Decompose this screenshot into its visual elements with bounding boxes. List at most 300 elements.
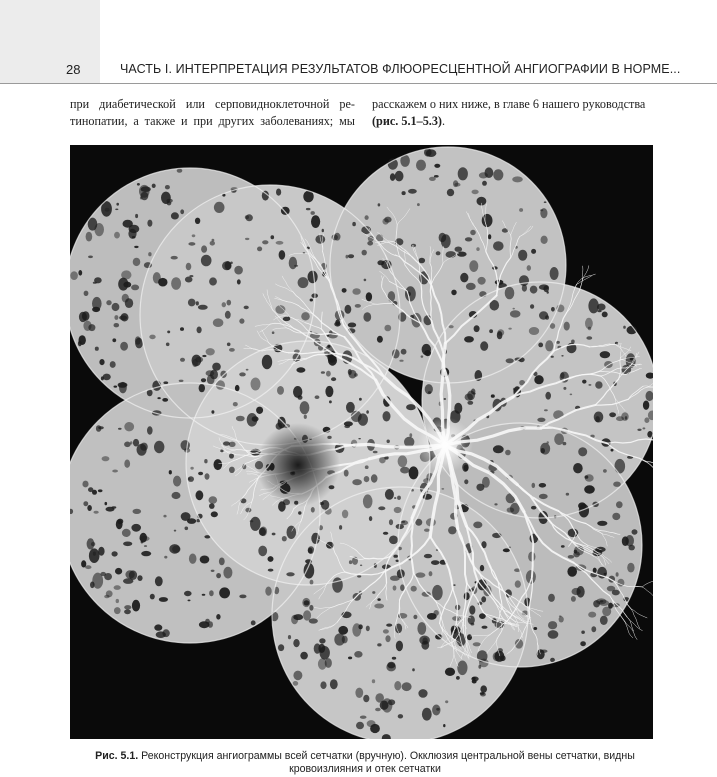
hemorrhage-spot xyxy=(88,256,93,259)
hemorrhage-spot xyxy=(276,189,281,196)
hemorrhage-spot xyxy=(171,212,179,219)
hemorrhage-spot xyxy=(358,438,361,439)
hemorrhage-spot xyxy=(152,381,161,391)
hemorrhage-spot xyxy=(319,638,325,643)
hemorrhage-spot xyxy=(493,241,504,250)
hemorrhage-spot xyxy=(533,627,537,630)
hemorrhage-spot xyxy=(212,363,221,371)
hemorrhage-spot xyxy=(568,529,579,538)
hemorrhage-spot xyxy=(87,538,95,549)
hemorrhage-spot xyxy=(429,571,433,576)
hemorrhage-spot xyxy=(477,197,487,206)
hemorrhage-spot xyxy=(424,529,430,532)
hemorrhage-spot xyxy=(229,348,235,352)
hemorrhage-spot xyxy=(593,568,597,573)
hemorrhage-spot xyxy=(124,609,131,614)
hemorrhage-spot xyxy=(190,467,193,470)
hemorrhage-spot xyxy=(99,359,104,365)
hemorrhage-spot xyxy=(245,238,249,240)
hemorrhage-spot xyxy=(493,652,500,661)
hemorrhage-spot xyxy=(505,450,511,456)
hemorrhage-spot xyxy=(186,263,192,271)
hemorrhage-spot xyxy=(427,613,437,620)
hemorrhage-spot xyxy=(585,474,594,482)
hemorrhage-spot xyxy=(422,344,431,355)
hemorrhage-spot xyxy=(318,644,325,653)
hemorrhage-spot xyxy=(446,251,457,258)
hemorrhage-spot xyxy=(229,442,236,447)
hemorrhage-spot xyxy=(83,501,88,506)
hemorrhage-spot xyxy=(383,629,389,633)
hemorrhage-spot xyxy=(609,412,616,417)
hemorrhage-spot xyxy=(348,323,356,328)
hemorrhage-spot xyxy=(363,695,369,703)
hemorrhage-spot xyxy=(550,658,555,662)
hemorrhage-spot xyxy=(480,341,488,351)
body-text-line: тинопатии, а также и при других заболеваниях; мы xyxy=(70,114,355,128)
hemorrhage-spot xyxy=(383,532,388,535)
hemorrhage-spot xyxy=(112,470,118,473)
hemorrhage-spot xyxy=(162,398,168,402)
hemorrhage-spot xyxy=(417,203,420,206)
hemorrhage-spot xyxy=(402,191,406,195)
hemorrhage-spot xyxy=(588,384,591,386)
hemorrhage-spot xyxy=(167,201,172,205)
hemorrhage-spot xyxy=(140,443,148,451)
hemorrhage-spot xyxy=(114,386,118,388)
hemorrhage-spot xyxy=(612,513,620,520)
hemorrhage-spot xyxy=(94,511,99,514)
hemorrhage-spot xyxy=(132,600,140,612)
hemorrhage-spot xyxy=(141,186,151,192)
hemorrhage-spot xyxy=(184,591,192,596)
hemorrhage-spot xyxy=(311,211,315,215)
hemorrhage-spot xyxy=(239,318,244,323)
hemorrhage-spot xyxy=(402,521,406,523)
hemorrhage-spot xyxy=(404,437,414,447)
hemorrhage-spot xyxy=(114,232,120,239)
hemorrhage-spot xyxy=(507,507,515,512)
page-number: 28 xyxy=(66,62,81,77)
hemorrhage-spot xyxy=(311,215,320,228)
hemorrhage-spot xyxy=(122,529,131,537)
hemorrhage-spot xyxy=(298,511,301,514)
hemorrhage-spot xyxy=(334,322,340,327)
hemorrhage-spot xyxy=(90,582,95,589)
hemorrhage-spot xyxy=(179,380,184,382)
hemorrhage-spot xyxy=(366,626,370,632)
hemorrhage-spot xyxy=(275,305,285,314)
body-text-tail: . xyxy=(441,114,446,128)
hemorrhage-spot xyxy=(163,381,168,384)
hemorrhage-spot xyxy=(198,472,203,475)
hemorrhage-spot xyxy=(441,488,444,490)
hemorrhage-spot xyxy=(375,693,384,702)
hemorrhage-spot xyxy=(476,247,479,251)
hemorrhage-spot xyxy=(586,336,592,340)
hemorrhage-spot xyxy=(148,252,151,256)
hemorrhage-spot xyxy=(348,254,354,258)
hemorrhage-spot xyxy=(478,579,487,590)
hemorrhage-spot xyxy=(195,218,200,224)
hemorrhage-spot xyxy=(326,371,331,377)
hemorrhage-spot xyxy=(455,247,463,252)
hemorrhage-spot xyxy=(135,336,141,344)
hemorrhage-spot xyxy=(551,307,555,312)
hemorrhage-spot xyxy=(315,395,320,399)
hemorrhage-spot xyxy=(519,208,523,212)
hemorrhage-spot xyxy=(177,169,183,173)
hemorrhage-spot xyxy=(250,517,261,531)
hemorrhage-spot xyxy=(360,565,362,567)
hemorrhage-spot xyxy=(480,565,484,571)
hemorrhage-spot xyxy=(538,343,543,348)
hemorrhage-spot xyxy=(348,369,352,375)
hemorrhage-spot xyxy=(545,392,551,400)
hemorrhage-spot xyxy=(564,322,570,331)
hemorrhage-spot xyxy=(612,590,620,596)
hemorrhage-spot xyxy=(309,618,318,623)
hemorrhage-spot xyxy=(559,616,564,622)
hemorrhage-spot xyxy=(447,189,454,196)
hemorrhage-spot xyxy=(120,342,128,351)
hemorrhage-spot xyxy=(472,190,479,195)
hemorrhage-spot xyxy=(352,288,360,295)
hemorrhage-spot xyxy=(131,285,139,291)
hemorrhage-spot xyxy=(371,474,378,482)
hemorrhage-spot xyxy=(198,305,208,310)
hemorrhage-spot xyxy=(201,245,207,252)
hemorrhage-spot xyxy=(222,261,232,270)
hemorrhage-spot xyxy=(300,401,310,414)
hemorrhage-spot xyxy=(604,573,607,575)
hemorrhage-spot xyxy=(154,441,164,453)
hemorrhage-spot xyxy=(251,378,261,391)
hemorrhage-spot xyxy=(265,587,271,596)
hemorrhage-spot xyxy=(363,312,371,321)
hemorrhage-spot xyxy=(216,614,220,620)
hemorrhage-spot xyxy=(135,214,138,218)
hemorrhage-spot xyxy=(223,567,232,579)
hemorrhage-spot xyxy=(204,459,207,463)
hemorrhage-spot xyxy=(503,548,510,552)
hemorrhage-spot xyxy=(293,386,302,398)
hemorrhage-spot xyxy=(279,250,286,260)
hemorrhage-spot xyxy=(365,215,369,220)
hemorrhage-spot xyxy=(79,312,87,322)
hemorrhage-spot xyxy=(377,260,384,265)
hemorrhage-spot xyxy=(578,447,587,456)
hemorrhage-spot xyxy=(339,525,342,530)
hemorrhage-spot xyxy=(578,502,586,509)
hemorrhage-spot xyxy=(466,283,476,290)
hemorrhage-spot xyxy=(464,465,469,471)
hemorrhage-spot xyxy=(185,527,189,531)
hemorrhage-spot xyxy=(166,343,170,347)
hemorrhage-spot xyxy=(181,512,191,521)
hemorrhage-spot xyxy=(92,297,102,310)
hemorrhage-spot xyxy=(154,624,162,630)
hemorrhage-spot xyxy=(122,294,129,303)
hemorrhage-spot xyxy=(106,507,115,512)
hemorrhage-spot xyxy=(449,325,454,328)
hemorrhage-spot xyxy=(473,642,481,646)
hemorrhage-spot xyxy=(227,343,231,347)
hemorrhage-spot xyxy=(547,441,549,444)
hemorrhage-spot xyxy=(102,456,110,461)
hemorrhage-spot xyxy=(600,351,610,358)
hemorrhage-spot xyxy=(386,624,392,627)
hemorrhage-spot xyxy=(236,416,245,422)
hemorrhage-spot xyxy=(139,536,149,541)
hemorrhage-spot xyxy=(643,427,646,429)
hemorrhage-spot xyxy=(570,394,573,396)
hemorrhage-spot xyxy=(508,328,511,330)
hemorrhage-spot xyxy=(209,277,217,285)
hemorrhage-spot xyxy=(434,175,439,178)
hemorrhage-spot xyxy=(278,644,284,651)
hemorrhage-spot xyxy=(124,422,134,431)
hemorrhage-spot xyxy=(409,466,419,479)
hemorrhage-spot xyxy=(123,220,133,228)
hemorrhage-spot xyxy=(202,355,206,357)
hemorrhage-spot xyxy=(137,575,142,581)
hemorrhage-spot xyxy=(388,158,398,169)
hemorrhage-spot xyxy=(180,327,184,331)
hemorrhage-spot xyxy=(106,590,113,597)
hemorrhage-spot xyxy=(425,384,433,394)
hemorrhage-spot xyxy=(188,600,191,602)
hemorrhage-spot xyxy=(282,536,287,541)
hemorrhage-spot xyxy=(544,201,547,203)
hemorrhage-spot xyxy=(348,657,352,660)
hemorrhage-spot xyxy=(276,241,284,245)
hemorrhage-spot xyxy=(474,325,480,332)
hemorrhage-spot xyxy=(571,596,576,602)
hemorrhage-spot xyxy=(118,428,122,430)
hemorrhage-spot xyxy=(544,409,548,411)
hemorrhage-spot xyxy=(118,382,128,388)
hemorrhage-spot xyxy=(378,203,381,206)
hemorrhage-spot xyxy=(137,183,140,186)
hemorrhage-spot xyxy=(591,626,596,632)
hemorrhage-spot xyxy=(70,271,78,280)
hemorrhage-spot xyxy=(188,299,196,307)
hemorrhage-spot xyxy=(85,565,91,569)
hemorrhage-spot xyxy=(559,615,562,617)
hemorrhage-spot xyxy=(473,522,482,529)
hemorrhage-spot xyxy=(422,637,427,644)
hemorrhage-spot xyxy=(322,229,324,233)
hemorrhage-spot xyxy=(397,496,401,500)
hemorrhage-spot xyxy=(581,631,585,634)
hemorrhage-spot xyxy=(470,230,476,235)
hemorrhage-spot xyxy=(114,607,121,614)
hemorrhage-spot xyxy=(345,305,352,314)
hemorrhage-spot xyxy=(94,277,102,283)
hemorrhage-spot xyxy=(548,621,557,629)
hemorrhage-spot xyxy=(112,551,118,556)
hemorrhage-spot xyxy=(412,313,422,328)
hemorrhage-spot xyxy=(257,247,262,252)
hemorrhage-spot xyxy=(398,455,408,467)
hemorrhage-spot xyxy=(387,662,395,669)
hemorrhage-spot xyxy=(539,494,548,499)
hemorrhage-spot xyxy=(325,386,333,397)
hemorrhage-spot xyxy=(623,326,626,329)
hemorrhage-spot xyxy=(291,615,298,625)
hemorrhage-spot xyxy=(573,463,583,473)
hemorrhage-spot xyxy=(298,277,309,288)
hemorrhage-spot xyxy=(464,479,468,484)
hemorrhage-spot xyxy=(389,519,393,525)
hemorrhage-spot xyxy=(563,442,567,445)
hemorrhage-spot xyxy=(164,556,167,559)
hemorrhage-spot xyxy=(114,585,121,590)
hemorrhage-spot xyxy=(268,556,274,562)
hemorrhage-spot xyxy=(219,587,230,598)
hemorrhage-spot xyxy=(219,558,225,566)
hemorrhage-spot xyxy=(141,551,151,556)
angiogram-figure xyxy=(70,145,653,739)
hemorrhage-spot xyxy=(540,443,550,455)
hemorrhage-spot xyxy=(398,613,408,619)
hemorrhage-spot xyxy=(81,560,86,567)
hemorrhage-spot xyxy=(497,331,503,339)
hemorrhage-spot xyxy=(89,548,100,563)
hemorrhage-spot xyxy=(237,279,241,284)
hemorrhage-spot xyxy=(550,267,559,280)
hemorrhage-spot xyxy=(385,489,394,500)
hemorrhage-spot xyxy=(124,460,130,468)
hemorrhage-spot xyxy=(82,481,88,488)
hemorrhage-spot xyxy=(293,671,302,681)
hemorrhage-spot xyxy=(96,425,101,432)
hemorrhage-spot xyxy=(235,385,240,391)
hemorrhage-spot xyxy=(233,402,238,406)
hemorrhage-spot xyxy=(103,374,111,381)
hemorrhage-spot xyxy=(603,469,607,473)
hemorrhage-spot xyxy=(602,312,608,318)
retinal-vessel xyxy=(642,587,653,601)
hemorrhage-spot xyxy=(189,554,197,564)
hemorrhage-spot xyxy=(518,250,527,261)
hemorrhage-spot xyxy=(588,612,596,618)
hemorrhage-spot xyxy=(374,604,384,609)
hemorrhage-spot xyxy=(200,556,210,564)
hemorrhage-spot xyxy=(78,341,82,347)
hemorrhage-spot xyxy=(157,397,160,399)
hemorrhage-spot xyxy=(537,649,545,659)
hemorrhage-spot xyxy=(418,689,427,698)
hemorrhage-spot xyxy=(367,720,376,727)
hemorrhage-spot xyxy=(149,335,155,340)
hemorrhage-spot xyxy=(311,507,315,513)
hemorrhage-spot xyxy=(344,470,349,477)
hemorrhage-spot xyxy=(436,251,441,255)
hemorrhage-spot xyxy=(287,526,297,539)
hemorrhage-spot xyxy=(95,347,99,351)
hemorrhage-spot xyxy=(453,584,456,586)
hemorrhage-spot xyxy=(377,336,383,343)
hemorrhage-spot xyxy=(445,668,455,676)
hemorrhage-spot xyxy=(346,255,349,259)
hemorrhage-spot xyxy=(460,273,468,283)
hemorrhage-spot xyxy=(541,236,548,244)
hemorrhage-spot xyxy=(211,410,214,413)
hemorrhage-spot xyxy=(494,503,497,505)
hemorrhage-spot xyxy=(268,569,274,572)
hemorrhage-spot xyxy=(471,677,478,682)
hemorrhage-spot xyxy=(445,700,448,703)
hemorrhage-spot xyxy=(364,279,367,282)
hemorrhage-spot xyxy=(180,209,184,214)
hemorrhage-spot xyxy=(121,270,131,279)
hemorrhage-spot xyxy=(112,338,116,342)
hemorrhage-spot xyxy=(212,239,215,242)
hemorrhage-spot xyxy=(389,536,398,545)
hemorrhage-spot xyxy=(244,306,249,310)
hemorrhage-spot xyxy=(349,560,352,564)
hemorrhage-spot xyxy=(434,164,440,168)
hemorrhage-spot xyxy=(431,560,439,565)
hemorrhage-spot xyxy=(402,682,412,691)
hemorrhage-spot xyxy=(395,171,404,182)
hemorrhage-spot xyxy=(597,521,607,526)
hemorrhage-spot xyxy=(362,250,367,256)
hemorrhage-spot xyxy=(247,413,258,427)
hemorrhage-spot xyxy=(629,545,635,551)
hemorrhage-spot xyxy=(173,476,181,487)
hemorrhage-spot xyxy=(196,301,199,305)
hemorrhage-spot xyxy=(519,275,529,286)
hemorrhage-spot xyxy=(436,708,440,711)
hemorrhage-spot xyxy=(491,394,495,397)
body-text-right-column xyxy=(372,96,654,130)
hemorrhage-spot xyxy=(123,542,132,547)
hemorrhage-spot xyxy=(286,572,294,576)
hemorrhage-spot xyxy=(320,681,326,689)
hemorrhage-spot xyxy=(246,214,253,221)
hemorrhage-spot xyxy=(354,651,362,658)
hemorrhage-spot xyxy=(88,324,95,331)
hemorrhage-spot xyxy=(366,410,369,414)
hemorrhage-spot xyxy=(201,378,206,382)
hemorrhage-spot xyxy=(515,580,521,587)
hemorrhage-spot xyxy=(616,416,624,421)
hemorrhage-spot xyxy=(405,286,416,301)
hemorrhage-spot xyxy=(134,246,138,248)
hemorrhage-spot xyxy=(422,708,432,721)
hemorrhage-spot xyxy=(331,377,336,381)
hemorrhage-spot xyxy=(131,524,141,532)
hemorrhage-spot xyxy=(478,277,486,285)
hemorrhage-spot xyxy=(277,386,284,395)
hemorrhage-spot xyxy=(206,370,215,376)
hemorrhage-spot xyxy=(110,361,116,368)
hemorrhage-spot xyxy=(332,577,343,592)
hemorrhage-spot xyxy=(155,576,163,586)
hemorrhage-spot xyxy=(457,252,467,257)
hemorrhage-spot xyxy=(165,185,170,189)
hemorrhage-spot xyxy=(383,411,391,421)
hemorrhage-spot xyxy=(637,429,641,431)
hemorrhage-spot xyxy=(595,381,602,389)
hemorrhage-spot xyxy=(588,327,591,331)
hemorrhage-spot xyxy=(256,407,263,414)
hemorrhage-spot xyxy=(87,505,92,511)
hemorrhage-spot xyxy=(456,676,460,680)
